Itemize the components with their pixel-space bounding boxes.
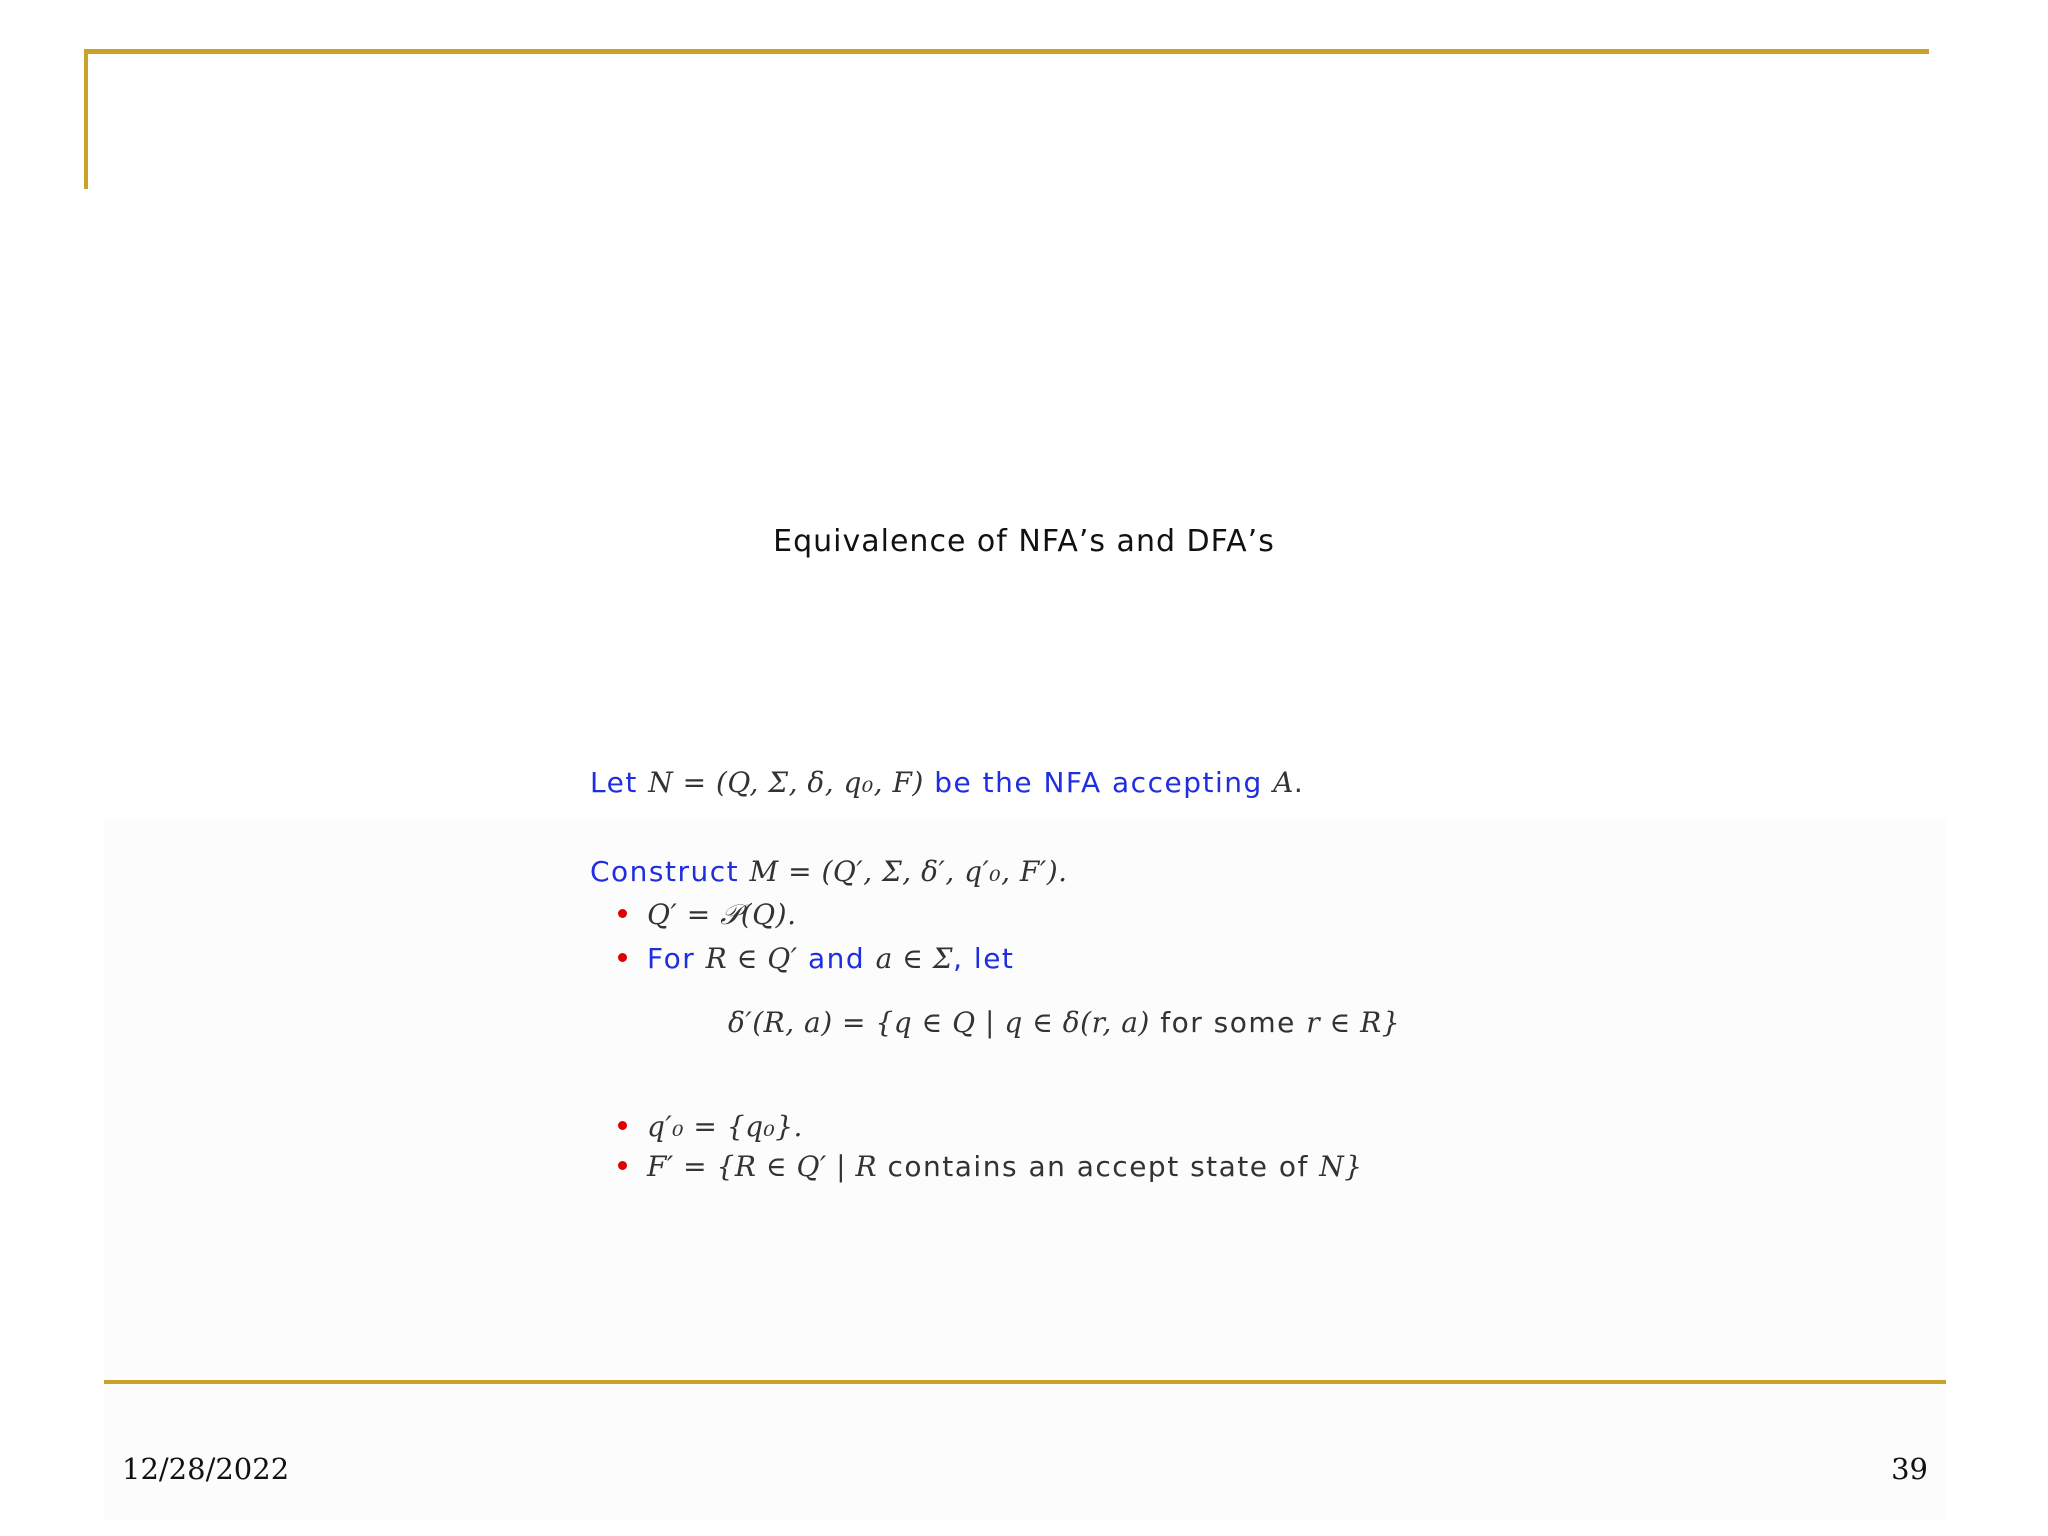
top-decorative-rule xyxy=(84,49,1929,54)
text-period: . xyxy=(1293,766,1305,799)
math-n-close: N} xyxy=(1319,1150,1363,1183)
math-r-in-q: R ∈ Q′ xyxy=(705,942,798,975)
math-accept-set: F′ = {R ∈ Q′ | R xyxy=(647,1150,878,1183)
footer-date: 12/28/2022 xyxy=(122,1452,290,1486)
bullet-dot-icon xyxy=(618,909,627,918)
page-number: 39 xyxy=(1891,1452,1928,1486)
math-r-in-r: r ∈ R} xyxy=(1306,1006,1401,1039)
text-let-comma: , let xyxy=(953,942,1015,975)
footer-rule xyxy=(104,1380,1946,1384)
bullet-dot-icon xyxy=(618,1121,627,1130)
left-decorative-rule xyxy=(84,49,88,189)
text-contains-accept: contains an accept state of xyxy=(887,1150,1309,1183)
text-for: For xyxy=(647,942,696,975)
text-and: and xyxy=(807,942,866,975)
math-nfa-tuple: N = (Q, Σ, δ, q₀, F) xyxy=(648,766,924,799)
math-language-a: A xyxy=(1273,766,1294,799)
bullet-start-state xyxy=(618,1110,803,1143)
text-for-some: for some xyxy=(1160,1006,1296,1039)
bullet-states xyxy=(618,898,796,932)
math-delta-definition: δ′(R, a) = {q ∈ Q | q ∈ δ(r, a) xyxy=(728,1006,1150,1039)
bullet-dot-icon xyxy=(618,953,627,962)
construct-line-dfa xyxy=(590,855,1068,888)
text-let: Let xyxy=(590,766,638,799)
math-power-set: Q′ = 𝒫(Q). xyxy=(647,898,797,931)
definition-line-nfa xyxy=(590,766,1304,799)
text-be-the-nfa: be the NFA accepting xyxy=(934,766,1263,799)
bullet-accept-states xyxy=(618,1150,1363,1183)
text-construct: Construct xyxy=(590,855,740,888)
slide-title: Equivalence of NFA’s and DFA’s xyxy=(773,524,1275,559)
math-a-in-sigma: a ∈ Σ xyxy=(875,942,954,975)
math-dfa-tuple: M = (Q′, Σ, δ′, q′₀, F′). xyxy=(749,855,1068,888)
transition-equation xyxy=(728,1006,1400,1039)
bullet-dot-icon xyxy=(618,1161,627,1170)
bullet-transition xyxy=(618,942,1014,975)
math-start-state: q′₀ = {q₀}. xyxy=(647,1110,803,1143)
